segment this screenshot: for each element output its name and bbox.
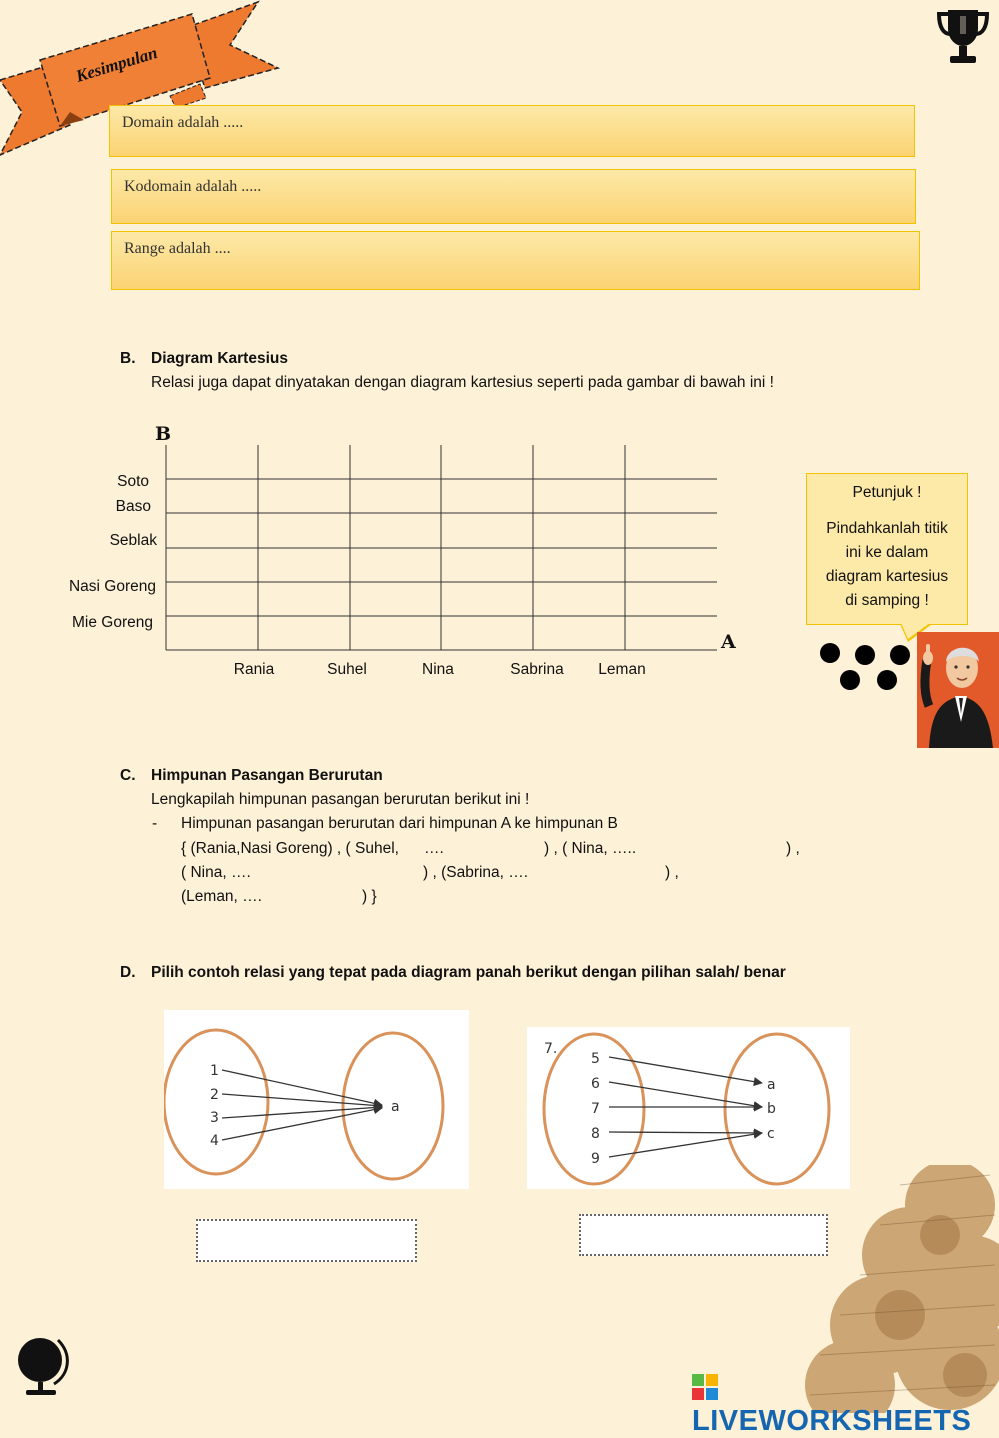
diagram2-right-label: a	[767, 1077, 776, 1093]
liveworksheets-logo-icon	[692, 1374, 718, 1400]
section-c-title: Himpunan Pasangan Berurutan	[151, 767, 383, 784]
section-c-instruction: Lengkapilah himpunan pasangan berurutan berikut ini !	[151, 791, 530, 808]
diagram1-left-label: 1	[210, 1063, 219, 1079]
kodomain-box[interactable]	[111, 169, 916, 224]
hint-line: Pindahkanlah titik	[826, 520, 948, 537]
y-label-soto: Soto	[117, 473, 149, 490]
pairs-line1-start: { (Rania,Nasi Goreng) , ( Suhel,	[181, 840, 399, 857]
pairs-line2-end: ) ,	[665, 864, 679, 881]
hint-title: Petunjuk !	[852, 484, 922, 501]
hint-line: ini ke dalam	[845, 544, 929, 561]
section-b-title: Diagram Kartesius	[151, 350, 288, 367]
diagram2-number: 7.	[544, 1041, 558, 1057]
y-label-seblak: Seblak	[109, 532, 157, 549]
pairs-line1-end: ) ,	[786, 840, 800, 857]
section-c-letter: C.	[120, 767, 136, 784]
range-text: Range adalah ....	[124, 240, 231, 257]
draggable-dot[interactable]	[890, 645, 910, 665]
hint-line: diagram kartesius	[825, 568, 949, 585]
diagram1-right-label: a	[391, 1099, 400, 1115]
diagram1-left-label: 2	[210, 1087, 219, 1103]
x-label-suhel: Suhel	[327, 661, 367, 678]
arrow-diagram-1	[164, 1010, 469, 1189]
pairs-line1-nina[interactable]: ) , ( Nina, …..	[544, 840, 637, 857]
x-label-sabrina: Sabrina	[510, 661, 564, 678]
x-label-leman: Leman	[598, 661, 646, 678]
diagram1-left-label: 3	[210, 1110, 219, 1126]
x-axis-letter: A	[721, 631, 736, 653]
section-b-description: Relasi juga dapat dinyatakan dengan diagram kartesius seperti pada gambar di bawah ini !	[151, 374, 774, 391]
section-c-item: Himpunan pasangan berurutan dari himpunan A ke himpunan B	[181, 815, 618, 832]
diagram2-left-label: 6	[591, 1076, 600, 1092]
range-box[interactable]	[111, 231, 920, 290]
x-label-rania: Rania	[233, 661, 275, 678]
diagram1-left-label: 4	[210, 1133, 219, 1149]
pairs-line3-leman[interactable]: (Leman, ….	[181, 888, 262, 905]
banner-label: Kesimpulan	[73, 43, 160, 86]
liveworksheets-logo	[692, 1372, 999, 1438]
y-label-mie-goreng: Mie Goreng	[72, 614, 153, 631]
domain-text: Domain adalah .....	[122, 114, 244, 131]
diagram2-right-label: b	[767, 1101, 776, 1117]
section-c-bullet: -	[152, 815, 158, 832]
diagram2-right-label: c	[767, 1126, 775, 1142]
trophy-icon	[934, 6, 992, 68]
x-label-nina: Nina	[422, 661, 454, 678]
draggable-dot[interactable]	[820, 643, 840, 663]
diagram2-left-label: 8	[591, 1126, 600, 1142]
draggable-dot[interactable]	[840, 670, 860, 690]
hint-line: di samping !	[845, 592, 929, 609]
draggable-dot[interactable]	[855, 645, 875, 665]
section-d-letter: D.	[120, 964, 136, 981]
liveworksheets-logo-text: LIVEWORKSHEETS	[692, 1405, 972, 1437]
diagram2-left-label: 7	[591, 1101, 600, 1117]
draggable-dot[interactable]	[877, 670, 897, 690]
section-d-title: Pilih contoh relasi yang tepat pada diagram panah berikut dengan pilihan salah/ benar	[151, 964, 786, 981]
pairs-line2-nina[interactable]: ( Nina, ….	[181, 864, 251, 881]
pairs-line1-blank[interactable]: ….	[424, 840, 444, 857]
diagram2-left-label: 9	[591, 1151, 600, 1167]
hint-bubble	[806, 473, 968, 625]
y-label-baso: Baso	[115, 498, 151, 515]
teacher-illustration	[917, 632, 999, 748]
cartesian-grid[interactable]	[160, 440, 725, 655]
domain-box[interactable]	[109, 105, 915, 157]
pairs-line2-sabrina[interactable]: ) , (Sabrina, ….	[423, 864, 529, 881]
kodomain-text: Kodomain adalah .....	[124, 178, 262, 195]
y-axis-letter: B	[155, 423, 172, 445]
y-label-nasi-goreng: Nasi Goreng	[68, 578, 156, 595]
pairs-line3-end: ) }	[362, 888, 377, 905]
diagram2-left-label: 5	[591, 1051, 600, 1067]
section-b-letter: B.	[120, 350, 136, 367]
globe-icon	[12, 1332, 72, 1398]
answer-dropdown-1[interactable]	[196, 1219, 417, 1262]
